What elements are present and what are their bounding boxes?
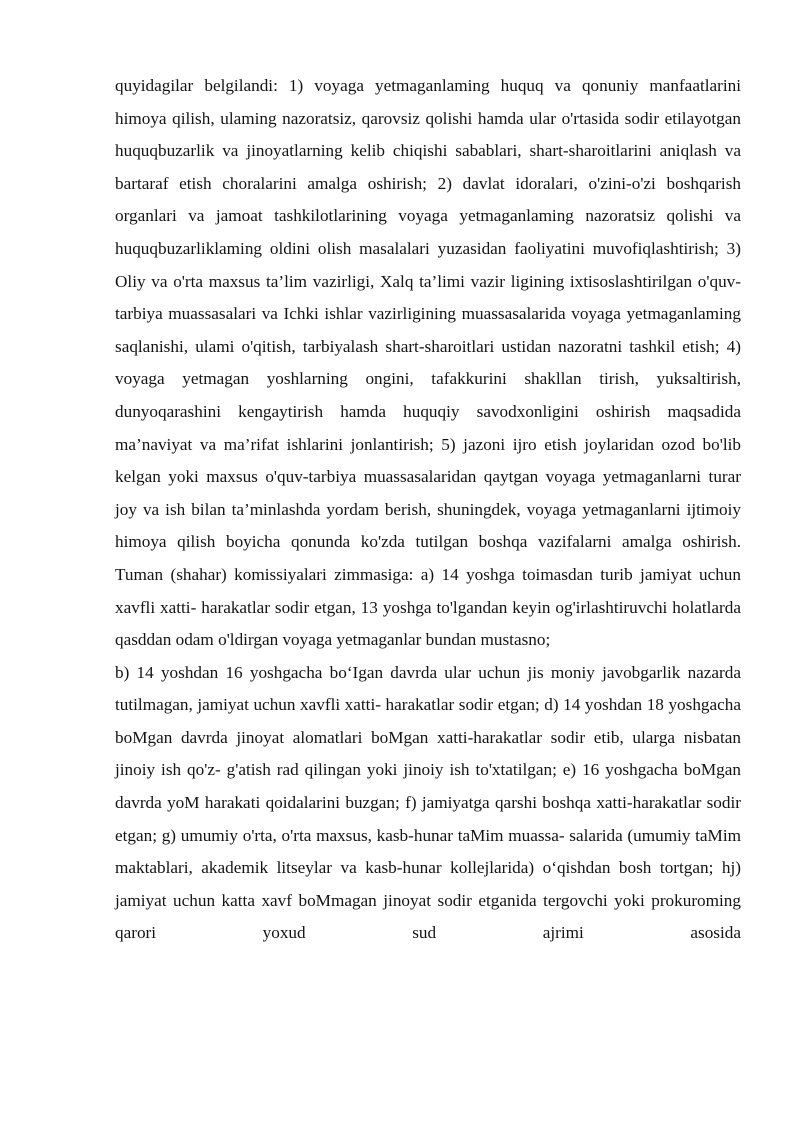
document-page (115, 70, 741, 950)
paragraph-district-commissions: Tuman (shahar) komissiyalari zimmasiga: a) 14 yoshga toimasdan turib jamiyat uchun xavfli xatti- harakatlar sodir etgan, 13 yoshga to'lgandan keyin og'irlashtiruvchi holatlarda qasddan odam o'ldirgan voyaga yetmaganlar bundan mustasno; (115, 564, 741, 650)
paragraph-commission-tasks: quyidagilar belgilandi: 1) voyaga yetmaganlaming huquq va qonuniy manfaatlarini himoya qilish, ulaming nazoratsiz, qarovsiz qolishi hamda ular o'rtasida sodir etilayotgan huquqbuzarlik va jinoyatlarning kelib chiqishi sabablari, shart-sharoitlarini aniqlash va bartaraf etish choralarini amalga oshirish; 2) davlat idoralari, o'zini-o'zi boshqarish organlari va jamoat tashkilotlarining voyaga yetmaganlaming nazoratsiz qolishi va huquqbuzarliklaming oldini olish masalalari yuzasidan faoliyatini muvofiqlashtirish; 3) Oliy va o'rta maxsus ta’lim vazirligi, Xalq ta’limi vazir ligining ixtisoslashtirilgan o'quv-tarbiya muassasalari va Ichki ishlar vazirligining muassasalarida voyaga yetmaganlaming saqlanishi, ulami o'qitish, tarbiyalash shart-sharoitlari ustidan nazoratni tashkil etish; 4) voyaga yetmagan yoshlarning ongini, tafakkurini shakllan tirish, yuksaltirish, dunyoqarashini kengaytirish hamda huquqiy savodxonligini oshirish maqsadida ma’naviyat va ma’rifat ishlarini jonlantirish; 5) jazoni ijro etish joylaridan ozod bo'lib kelgan yoki maxsus o'quv-tarbiya muassasalaridan qaytgan voyaga yetmaganlarni turar joy va ish bilan ta’minlashda yordam berish, shuningdek, voyaga yetmaganlarni ijtimoiy himoya qilish boyicha qonunda ko'zda tutilgan boshqa vazifalarni amalga oshirish. (115, 76, 741, 552)
paragraph-minor-categories: b) 14 yoshdan 16 yoshgacha bo‘Igan davrda ular uchun jis moniy javobgarlik nazarda tutilmagan, jamiyat uchun xavfli xatti- harakatlar sodir etgan; d) 14 yoshdan 18 yoshgacha boMgan davrda jinoyat alomatlari boMgan xatti-harakatlar sodir etib, ularga nisbatan jinoiy ish qo'z- g'atish rad qilingan yoki jinoiy ish to'xtatilgan; e) 16 yoshgacha boMgan davrda yoM harakati qoidalarini buzgan; f) jamiyatga qarshi boshqa xatti-harakatlar sodir etgan; g) umumiy o'rta, o'rta maxsus, kasb-hunar taMim muassa- salarida (umumiy taMim maktablari, akademik litseylar va kasb-hunar kollejlarida) o‘qishdan bosh tortgan; hj) jamiyat uchun katta xavf boMmagan jinoyat sodir etganida tergovchi yoki prokuroming qarori yoxud sud ajrimi asosida (115, 662, 741, 943)
